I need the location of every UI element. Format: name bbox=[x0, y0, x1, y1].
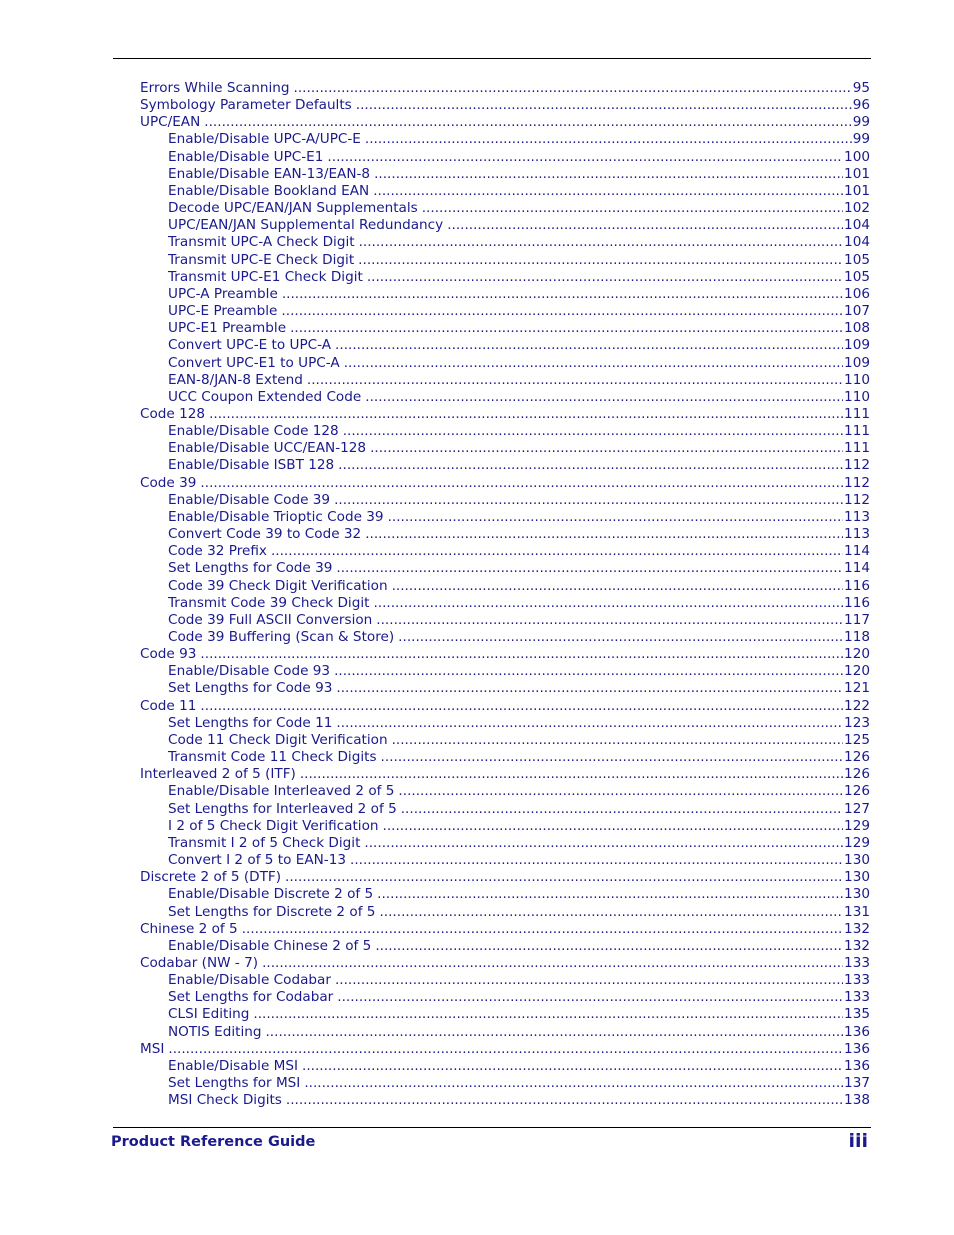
footer-title: Product Reference Guide bbox=[111, 1134, 316, 1150]
toc-entry-title: Convert I 2 of 5 to EAN-13 bbox=[168, 852, 346, 869]
toc-entry[interactable] bbox=[140, 886, 870, 903]
toc-entry-leader-dots bbox=[373, 183, 843, 200]
toc-entry-leader-dots bbox=[370, 440, 843, 457]
toc-entry-page-number: 108 bbox=[844, 320, 870, 337]
toc-entry-leader-dots bbox=[375, 938, 843, 955]
toc-entry[interactable] bbox=[140, 166, 870, 183]
toc-entry-leader-dots bbox=[381, 749, 844, 766]
toc-entry-leader-dots bbox=[262, 955, 843, 972]
toc-entry-page-number: 107 bbox=[844, 303, 870, 320]
toc-entry[interactable] bbox=[140, 183, 870, 200]
toc-entry-page-number: 104 bbox=[844, 217, 870, 234]
toc-entry-title: Code 11 bbox=[140, 697, 197, 714]
toc-entry-page-number: 113 bbox=[844, 526, 870, 543]
toc-entry-page-number: 137 bbox=[844, 1075, 870, 1092]
toc-entry[interactable] bbox=[140, 1006, 870, 1023]
toc-entry[interactable] bbox=[140, 269, 870, 286]
toc-entry[interactable] bbox=[140, 303, 870, 320]
toc-entry-leader-dots bbox=[364, 835, 843, 852]
toc-entry-page-number: 113 bbox=[844, 508, 870, 525]
toc-entry-title: Transmit UPC-A Check Digit bbox=[168, 234, 355, 251]
toc-entry-title: Convert UPC-E to UPC-A bbox=[168, 337, 332, 354]
toc-entry-title: Enable/Disable Interleaved 2 of 5 bbox=[168, 783, 395, 800]
toc-entry-title: UCC Coupon Extended Code bbox=[168, 388, 362, 405]
toc-entry-page-number: 99 bbox=[852, 114, 870, 131]
toc-entry[interactable] bbox=[140, 578, 870, 595]
toc-entry-page-number: 112 bbox=[844, 474, 870, 491]
toc-entry-title: Enable/Disable Bookland EAN bbox=[168, 182, 370, 199]
toc-entry[interactable] bbox=[140, 97, 870, 114]
toc-entry[interactable] bbox=[140, 337, 870, 354]
toc-entry-title: Convert Code 39 to Code 32 bbox=[168, 526, 362, 543]
toc-entry-page-number: 117 bbox=[844, 611, 870, 628]
toc-entry[interactable] bbox=[140, 355, 870, 372]
toc-entry[interactable] bbox=[140, 629, 870, 646]
toc-entry[interactable] bbox=[140, 646, 870, 663]
toc-entry-title: Code 39 Full ASCII Conversion bbox=[168, 611, 373, 628]
toc-entry-title: Transmit I 2 of 5 Check Digit bbox=[168, 834, 361, 851]
toc-entry[interactable] bbox=[140, 835, 870, 852]
toc-entry-leader-dots bbox=[398, 783, 843, 800]
toc-entry-title: Convert UPC-E1 to UPC-A bbox=[168, 354, 340, 371]
toc-entry-page-number: 133 bbox=[844, 989, 870, 1006]
toc-entry-page-number: 136 bbox=[844, 1023, 870, 1040]
toc-entry[interactable] bbox=[140, 560, 870, 577]
toc-entry-page-number: 125 bbox=[844, 731, 870, 748]
toc-entry-page-number: 101 bbox=[844, 165, 870, 182]
toc-entry[interactable] bbox=[140, 1092, 870, 1109]
toc-entry[interactable] bbox=[140, 1058, 870, 1075]
toc-entry-page-number: 101 bbox=[844, 182, 870, 199]
toc-entry-page-number: 99 bbox=[852, 131, 870, 148]
toc-entry[interactable] bbox=[140, 783, 870, 800]
toc-entry-page-number: 136 bbox=[844, 1040, 870, 1057]
toc-entry[interactable] bbox=[140, 217, 870, 234]
toc-entry-title: Enable/Disable MSI bbox=[168, 1057, 298, 1074]
toc-entry-leader-dots bbox=[392, 732, 843, 749]
toc-entry-title: CLSI Editing bbox=[168, 1006, 250, 1023]
toc-entry[interactable] bbox=[140, 492, 870, 509]
toc-entry-title: Set Lengths for Interleaved 2 of 5 bbox=[168, 800, 397, 817]
toc-entry-title: Transmit Code 11 Check Digits bbox=[168, 749, 377, 766]
toc-entry-title: UPC-E Preamble bbox=[168, 303, 278, 320]
toc-entry[interactable] bbox=[140, 801, 870, 818]
toc-entry[interactable] bbox=[140, 320, 870, 337]
toc-entry-leader-dots bbox=[358, 252, 843, 269]
toc-entry[interactable] bbox=[140, 955, 870, 972]
toc-entry[interactable] bbox=[140, 475, 870, 492]
toc-entry-title: Enable/Disable Trioptic Code 39 bbox=[168, 508, 384, 525]
toc-entry-page-number: 126 bbox=[844, 766, 870, 783]
toc-entry-leader-dots bbox=[338, 457, 843, 474]
toc-entry-title: Set Lengths for Codabar bbox=[168, 989, 334, 1006]
toc-entry-leader-dots bbox=[334, 492, 843, 509]
toc-entry-page-number: 114 bbox=[844, 560, 870, 577]
toc-entry-title: Transmit UPC-E Check Digit bbox=[168, 251, 355, 268]
toc-entry-leader-dots bbox=[344, 355, 843, 372]
toc-entry-leader-dots bbox=[383, 818, 844, 835]
toc-entry-title: Decode UPC/EAN/JAN Supplementals bbox=[168, 200, 418, 217]
toc-entry[interactable] bbox=[140, 852, 870, 869]
toc-entry-page-number: 129 bbox=[844, 817, 870, 834]
toc-entry-leader-dots bbox=[336, 715, 843, 732]
toc-entry-page-number: 120 bbox=[844, 663, 870, 680]
toc-entry[interactable] bbox=[140, 732, 870, 749]
toc-entry-page-number: 120 bbox=[844, 646, 870, 663]
toc-entry-title: I 2 of 5 Check Digit Verification bbox=[168, 817, 379, 834]
toc-entry[interactable] bbox=[140, 114, 870, 131]
toc-entry[interactable] bbox=[140, 1024, 870, 1041]
toc-entry[interactable] bbox=[140, 989, 870, 1006]
toc-entry-title: Set Lengths for Code 39 bbox=[168, 560, 333, 577]
toc-entry-leader-dots bbox=[373, 595, 843, 612]
toc-entry-leader-dots bbox=[367, 269, 843, 286]
toc-entry[interactable] bbox=[140, 389, 870, 406]
toc-entry-page-number: 96 bbox=[852, 97, 870, 114]
toc-entry-title: Code 93 bbox=[140, 646, 197, 663]
toc-entry-title: Enable/Disable Discrete 2 of 5 bbox=[168, 886, 374, 903]
table-of-contents bbox=[140, 80, 870, 1109]
toc-entry-title: Errors While Scanning bbox=[140, 80, 290, 96]
toc-entry-page-number: 123 bbox=[844, 714, 870, 731]
toc-entry-page-number: 110 bbox=[844, 371, 870, 388]
toc-entry-title: EAN-8/JAN-8 Extend bbox=[168, 371, 303, 388]
toc-entry-title: Code 11 Check Digit Verification bbox=[168, 731, 388, 748]
toc-entry-title: NOTIS Editing bbox=[168, 1023, 262, 1040]
toc-entry[interactable] bbox=[140, 680, 870, 697]
footer-page-number: iii bbox=[848, 1130, 868, 1152]
toc-entry-leader-dots bbox=[209, 406, 843, 423]
toc-entry-page-number: 112 bbox=[844, 491, 870, 508]
toc-entry[interactable] bbox=[140, 406, 870, 423]
toc-entry-leader-dots bbox=[204, 114, 851, 131]
toc-entry-leader-dots bbox=[447, 217, 843, 234]
toc-entry-leader-dots bbox=[327, 149, 843, 166]
toc-entry-page-number: 132 bbox=[844, 920, 870, 937]
header-rule bbox=[113, 58, 871, 59]
toc-entry-title: UPC-A Preamble bbox=[168, 285, 278, 302]
toc-entry-leader-dots bbox=[335, 972, 843, 989]
toc-entry-page-number: 111 bbox=[844, 440, 870, 457]
toc-entry-leader-dots bbox=[200, 698, 843, 715]
toc-entry[interactable] bbox=[140, 972, 870, 989]
toc-entry-leader-dots bbox=[307, 372, 843, 389]
toc-entry-leader-dots bbox=[388, 509, 843, 526]
toc-entry[interactable] bbox=[140, 612, 870, 629]
toc-entry-title: Code 39 bbox=[140, 474, 197, 491]
toc-entry-page-number: 114 bbox=[844, 543, 870, 560]
toc-entry-title: Enable/Disable EAN-13/EAN-8 bbox=[168, 165, 371, 182]
toc-entry-title: Transmit UPC-E1 Check Digit bbox=[168, 268, 363, 285]
toc-entry-leader-dots bbox=[379, 904, 843, 921]
toc-entry-leader-dots bbox=[392, 578, 843, 595]
toc-entry[interactable] bbox=[140, 698, 870, 715]
toc-entry-leader-dots bbox=[350, 852, 843, 869]
toc-entry-page-number: 133 bbox=[844, 972, 870, 989]
toc-entry-page-number: 121 bbox=[844, 680, 870, 697]
toc-entry-leader-dots bbox=[168, 1041, 843, 1058]
toc-entry-page-number: 111 bbox=[844, 405, 870, 422]
toc-entry-title: Enable/Disable Code 128 bbox=[168, 423, 339, 440]
toc-entry-title: Code 39 Check Digit Verification bbox=[168, 577, 388, 594]
toc-entry-title: Chinese 2 of 5 bbox=[140, 920, 238, 937]
toc-entry-title: MSI bbox=[140, 1040, 165, 1057]
toc-entry[interactable] bbox=[140, 234, 870, 251]
toc-entry-title: Enable/Disable UPC-A/UPC-E bbox=[168, 131, 361, 148]
toc-entry[interactable] bbox=[140, 286, 870, 303]
toc-entry-page-number: 118 bbox=[844, 629, 870, 645]
toc-entry[interactable] bbox=[140, 904, 870, 921]
toc-entry[interactable] bbox=[140, 595, 870, 612]
toc-entry[interactable] bbox=[140, 526, 870, 543]
toc-entry-leader-dots bbox=[271, 543, 843, 560]
toc-entry-title: Set Lengths for Discrete 2 of 5 bbox=[168, 903, 376, 920]
toc-entry-leader-dots bbox=[285, 869, 843, 886]
toc-entry-title: Enable/Disable UCC/EAN-128 bbox=[168, 440, 367, 457]
toc-entry-page-number: 122 bbox=[844, 697, 870, 714]
toc-entry-leader-dots bbox=[335, 337, 843, 354]
toc-entry[interactable] bbox=[140, 1041, 870, 1058]
toc-entry-title: Code 32 Prefix bbox=[168, 543, 267, 560]
toc-entry[interactable] bbox=[140, 200, 870, 217]
toc-entry-leader-dots bbox=[374, 166, 843, 183]
toc-entry-title: Enable/Disable ISBT 128 bbox=[168, 457, 335, 474]
toc-entry-leader-dots bbox=[336, 680, 843, 697]
toc-entry-page-number: 116 bbox=[844, 577, 870, 594]
toc-entry[interactable] bbox=[140, 749, 870, 766]
toc-entry[interactable] bbox=[140, 715, 870, 732]
toc-entry-page-number: 127 bbox=[844, 800, 870, 817]
toc-entry-leader-dots bbox=[356, 97, 852, 114]
toc-entry-page-number: 116 bbox=[844, 594, 870, 611]
toc-entry-leader-dots bbox=[304, 1075, 843, 1092]
toc-entry[interactable] bbox=[140, 131, 870, 148]
toc-entry[interactable] bbox=[140, 509, 870, 526]
toc-entry-leader-dots bbox=[200, 475, 843, 492]
toc-entry-leader-dots bbox=[265, 1024, 843, 1041]
toc-entry-title: Set Lengths for Code 11 bbox=[168, 714, 333, 731]
toc-entry-page-number: 129 bbox=[844, 834, 870, 851]
toc-entry-leader-dots bbox=[398, 629, 843, 646]
toc-entry-title: Enable/Disable UPC-E1 bbox=[168, 148, 324, 165]
toc-entry[interactable] bbox=[140, 457, 870, 474]
toc-entry[interactable] bbox=[140, 869, 870, 886]
toc-entry-leader-dots bbox=[294, 80, 852, 97]
toc-entry-leader-dots bbox=[300, 766, 843, 783]
toc-entry-title: Enable/Disable Codabar bbox=[168, 972, 331, 989]
toc-entry-leader-dots bbox=[359, 234, 843, 251]
toc-entry-title: Enable/Disable Chinese 2 of 5 bbox=[168, 937, 372, 954]
toc-entry[interactable] bbox=[140, 149, 870, 166]
toc-entry-leader-dots bbox=[242, 921, 843, 938]
toc-entry-title: Codabar (NW - 7) bbox=[140, 954, 259, 971]
toc-entry-page-number: 130 bbox=[844, 886, 870, 903]
toc-entry-leader-dots bbox=[337, 989, 843, 1006]
toc-entry[interactable] bbox=[140, 543, 870, 560]
toc-entry[interactable] bbox=[140, 423, 870, 440]
toc-entry[interactable] bbox=[140, 1075, 870, 1092]
toc-entry-title: Symbology Parameter Defaults bbox=[140, 97, 352, 114]
footer-rule bbox=[113, 1127, 871, 1128]
toc-entry-page-number: 111 bbox=[844, 423, 870, 440]
toc-entry-page-number: 132 bbox=[844, 937, 870, 954]
toc-entry-page-number: 102 bbox=[844, 200, 870, 217]
toc-entry-leader-dots bbox=[253, 1006, 843, 1023]
toc-entry-title: UPC/EAN bbox=[140, 114, 201, 131]
toc-entry-leader-dots bbox=[281, 303, 843, 320]
toc-entry-leader-dots bbox=[376, 612, 843, 629]
toc-entry-page-number: 130 bbox=[844, 852, 870, 869]
toc-entry-page-number: 109 bbox=[844, 354, 870, 371]
toc-entry[interactable] bbox=[140, 921, 870, 938]
toc-entry-page-number: 133 bbox=[844, 954, 870, 971]
toc-entry-title: Interleaved 2 of 5 (ITF) bbox=[140, 766, 296, 783]
toc-entry[interactable] bbox=[140, 440, 870, 457]
toc-entry-page-number: 126 bbox=[844, 749, 870, 766]
toc-entry-leader-dots bbox=[365, 526, 843, 543]
toc-entry[interactable] bbox=[140, 766, 870, 783]
toc-entry-leader-dots bbox=[290, 320, 843, 337]
toc-entry-title: UPC-E1 Preamble bbox=[168, 320, 287, 337]
toc-entry[interactable] bbox=[140, 818, 870, 835]
toc-entry[interactable] bbox=[140, 938, 870, 955]
toc-entry-leader-dots bbox=[365, 131, 852, 148]
toc-entry-title: Set Lengths for MSI bbox=[168, 1075, 301, 1092]
toc-entry-leader-dots bbox=[401, 801, 843, 818]
toc-entry[interactable] bbox=[140, 80, 870, 97]
toc-entry-leader-dots bbox=[286, 1092, 843, 1109]
toc-entry-page-number: 109 bbox=[844, 337, 870, 354]
toc-entry-page-number: 135 bbox=[844, 1006, 870, 1023]
toc-entry-page-number: 112 bbox=[844, 457, 870, 474]
toc-entry-page-number: 104 bbox=[844, 234, 870, 251]
toc-entry-page-number: 131 bbox=[844, 903, 870, 920]
toc-entry-leader-dots bbox=[422, 200, 843, 217]
toc-entry-page-number: 106 bbox=[844, 285, 870, 302]
toc-entry-leader-dots bbox=[365, 389, 843, 406]
toc-entry-title: Code 128 bbox=[140, 405, 206, 422]
toc-entry-leader-dots bbox=[334, 663, 843, 680]
toc-entry-leader-dots bbox=[282, 286, 843, 303]
toc-entry[interactable] bbox=[140, 372, 870, 389]
toc-entry-title: MSI Check Digits bbox=[168, 1092, 282, 1109]
toc-entry-page-number: 126 bbox=[844, 783, 870, 800]
toc-entry-page-number: 100 bbox=[844, 148, 870, 165]
toc-entry-title: Set Lengths for Code 93 bbox=[168, 680, 333, 697]
toc-entry-leader-dots bbox=[200, 646, 843, 663]
toc-entry-title: Enable/Disable Code 93 bbox=[168, 663, 331, 680]
toc-entry-leader-dots bbox=[302, 1058, 843, 1075]
toc-entry-page-number: 138 bbox=[844, 1092, 870, 1109]
toc-entry-title: Enable/Disable Code 39 bbox=[168, 491, 331, 508]
toc-entry-title: UPC/EAN/JAN Supplemental Redundancy bbox=[168, 217, 444, 234]
toc-entry-page-number: 105 bbox=[844, 268, 870, 285]
toc-entry[interactable] bbox=[140, 663, 870, 680]
toc-entry-page-number: 95 bbox=[852, 80, 870, 96]
toc-entry[interactable] bbox=[140, 252, 870, 269]
toc-entry-title: Discrete 2 of 5 (DTF) bbox=[140, 869, 282, 886]
toc-entry-page-number: 136 bbox=[844, 1057, 870, 1074]
toc-entry-leader-dots bbox=[336, 560, 843, 577]
toc-entry-page-number: 110 bbox=[844, 388, 870, 405]
toc-entry-page-number: 130 bbox=[844, 869, 870, 886]
toc-entry-title: Transmit Code 39 Check Digit bbox=[168, 594, 370, 611]
toc-entry-page-number: 105 bbox=[844, 251, 870, 268]
toc-entry-leader-dots bbox=[377, 886, 843, 903]
toc-entry-title: Code 39 Buffering (Scan & Store) bbox=[168, 629, 395, 645]
toc-entry-leader-dots bbox=[343, 423, 843, 440]
